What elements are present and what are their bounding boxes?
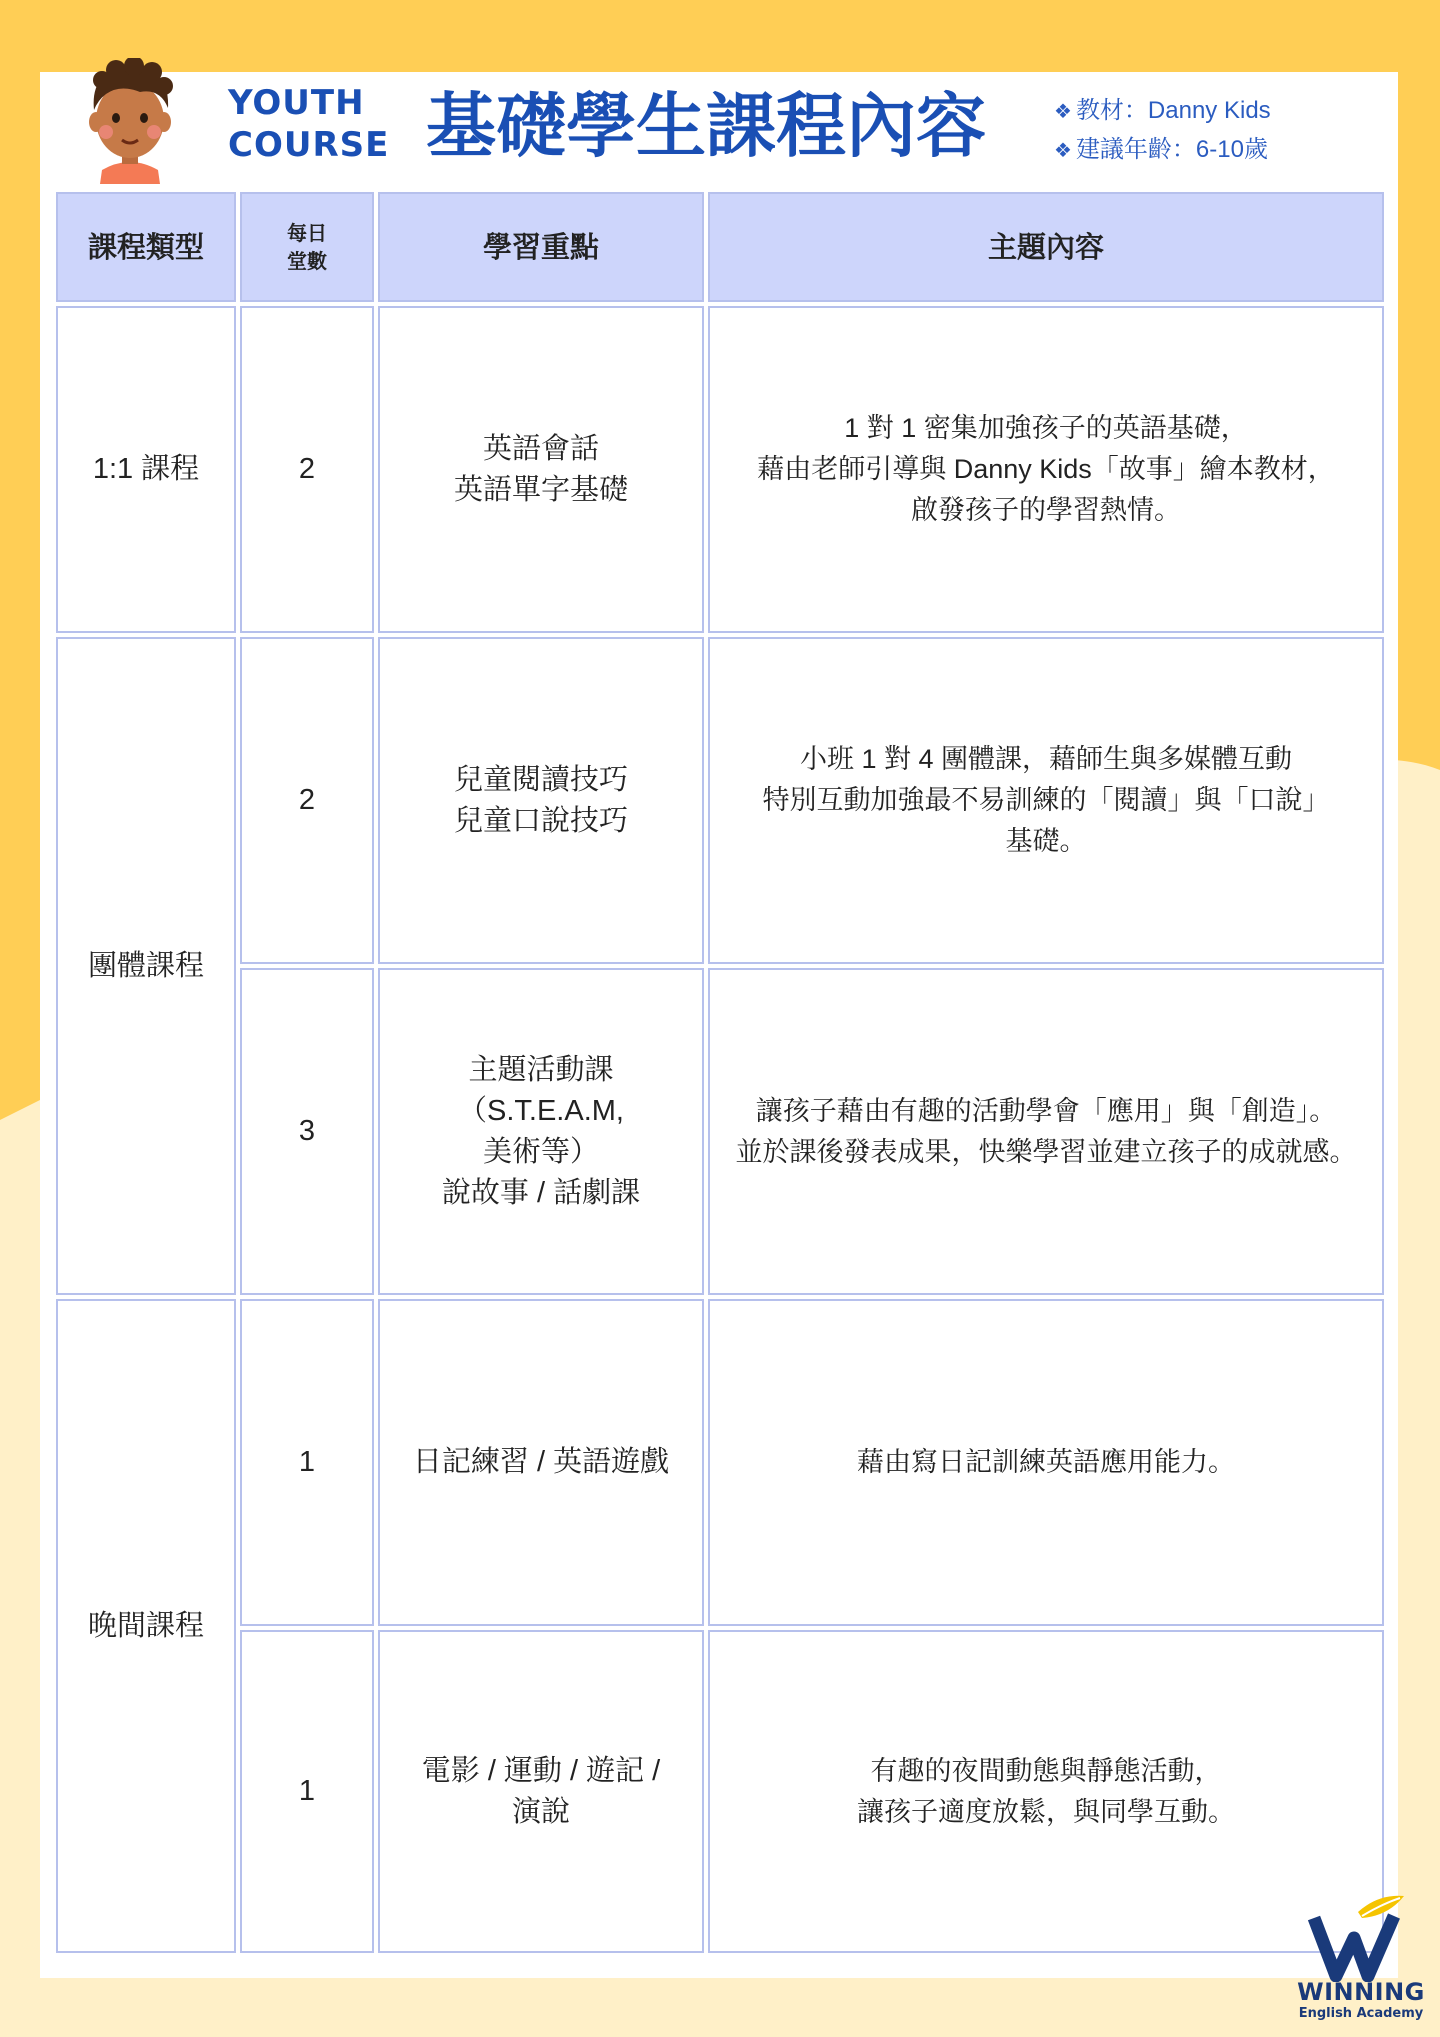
daily-count-cell: 1 (240, 1299, 374, 1626)
badge-line-1: YOUTH (228, 83, 365, 123)
child-avatar-icon (80, 58, 180, 184)
column-header-content: 主題內容 (708, 192, 1384, 302)
meta-material (1054, 92, 1271, 131)
meta-age-text: 建議年齡：6-10歲 (1075, 136, 1268, 163)
daily-count-cell: 3 (240, 968, 374, 1295)
focus-cell: 主題活動課（S.T.E.A.M, 美術等） 說故事 / 話劇課 (378, 968, 704, 1295)
content-cell: 藉由寫日記訓練英語應用能力。 (708, 1299, 1384, 1626)
content-cell: 1 對 1 密集加強孩子的英語基礎， 藉由老師引導與 Danny Kids「故事」繪本教材， 啟發孩子的學習熱情。 (708, 306, 1384, 633)
meta-age (1054, 131, 1271, 170)
youth-course-badge (228, 82, 389, 166)
focus-cell: 日記練習 / 英語遊戲 (378, 1299, 704, 1626)
logo-subtitle: English Academy (1298, 2006, 1424, 2021)
diamond-cluster-icon: ❖ (1054, 101, 1072, 123)
meta-material-text: 教材：Danny Kids (1075, 97, 1271, 124)
logo-name: WINNING (1297, 1978, 1425, 2006)
winning-academy-logo (1296, 1890, 1426, 2030)
daily-count-cell: 1 (240, 1630, 374, 1953)
daily-count-cell: 2 (240, 637, 374, 964)
column-header-count: 每日 堂數 (240, 192, 374, 302)
content-cell: 小班 1 對 4 團體課，藉師生與多媒體互動 特別互動加強最不易訓練的「閱讀」與「口說」 基礎。 (708, 637, 1384, 964)
course-meta (1054, 92, 1271, 170)
badge-line-2: COURSE (228, 125, 390, 165)
course-type-cell: 晚間課程 (56, 1299, 236, 1953)
course-table (56, 192, 1384, 1954)
daily-count-cell: 2 (240, 306, 374, 633)
focus-cell: 英語會話 英語單字基礎 (378, 306, 704, 633)
focus-cell: 兒童閱讀技巧 兒童口說技巧 (378, 637, 704, 964)
content-cell: 讓孩子藉由有趣的活動學會「應用」與「創造」。 並於課後發表成果，快樂學習並建立孩子的成就感。 (708, 968, 1384, 1295)
column-header-type: 課程類型 (56, 192, 236, 302)
page-title: 基礎學生課程內容 (426, 85, 986, 167)
course-type-cell: 團體課程 (56, 637, 236, 1295)
content-cell: 有趣的夜間動態與靜態活動， 讓孩子適度放鬆，與同學互動。 (708, 1630, 1384, 1953)
focus-cell: 電影 / 運動 / 遊記 / 演說 (378, 1630, 704, 1953)
column-header-focus: 學習重點 (378, 192, 704, 302)
winning-w-logo-icon (1296, 1890, 1426, 1982)
course-type-cell: 1:1 課程 (56, 306, 236, 633)
diamond-cluster-icon: ❖ (1054, 140, 1072, 162)
